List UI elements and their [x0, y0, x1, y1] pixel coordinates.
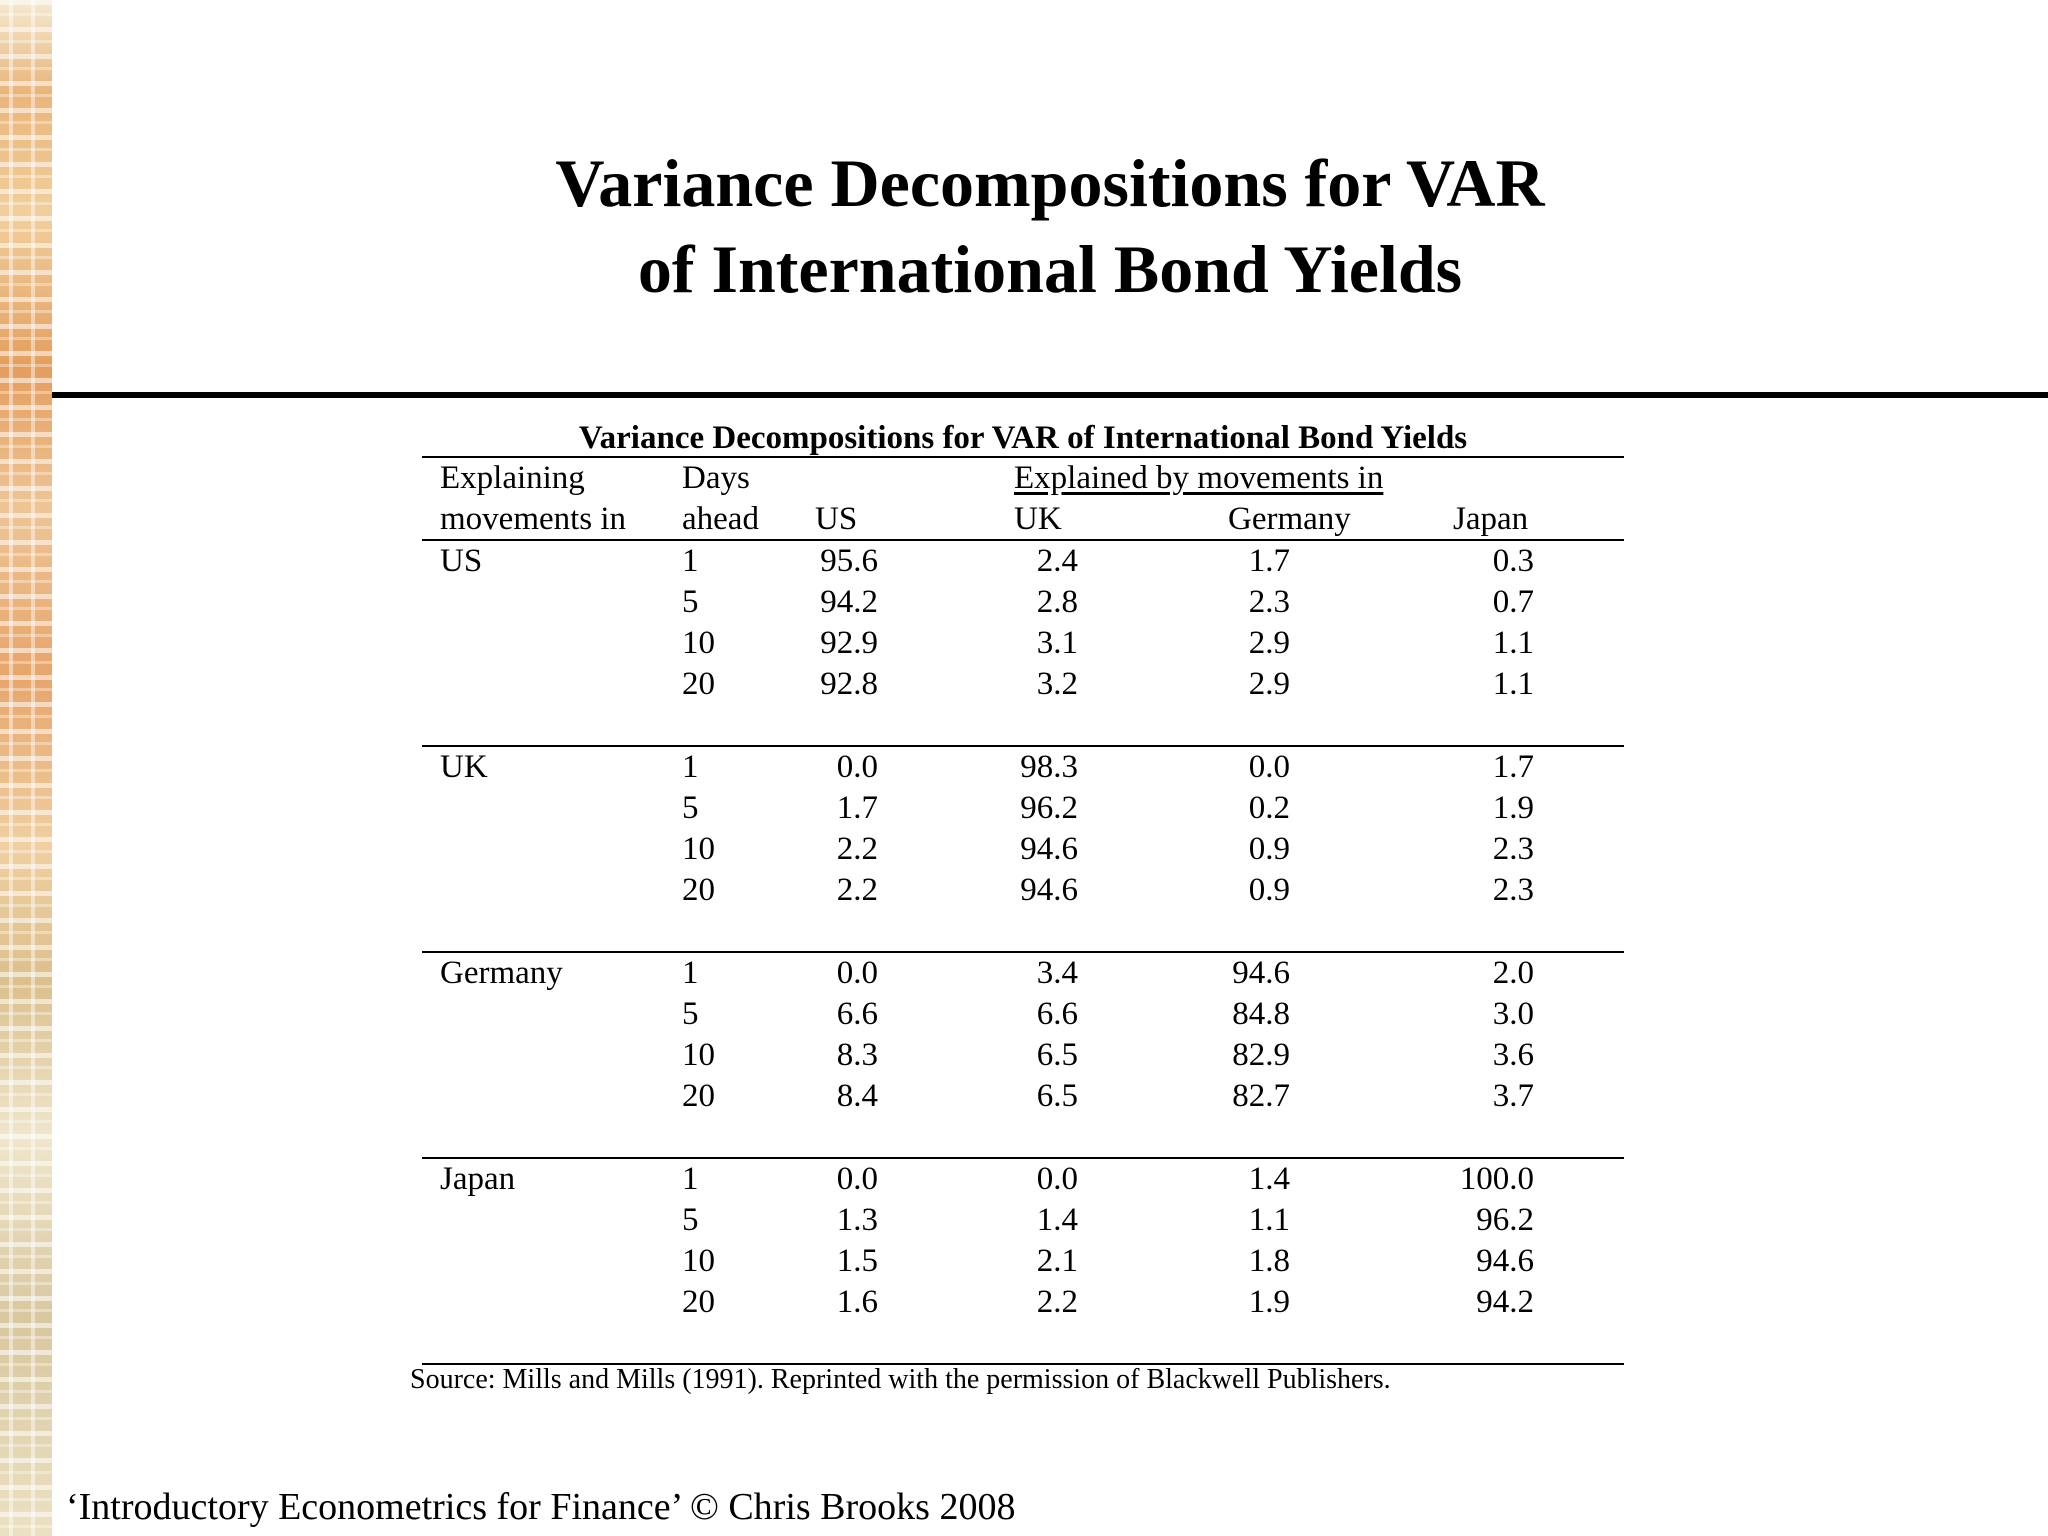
cell-days: 5: [682, 584, 699, 620]
header-days-line-2: ahead: [682, 501, 759, 537]
cell-uk: 3.4: [1036, 955, 1078, 991]
cell-germany: 2.9: [1248, 666, 1290, 702]
footer-copyright: ‘Introductory Econometrics for Finance’ © Chris Brooks 2008: [66, 1486, 1016, 1528]
cell-days: 20: [682, 666, 715, 702]
cell-us: 6.6: [836, 996, 878, 1032]
cell-japan: 96.2: [1476, 1202, 1534, 1238]
cell-uk: 2.4: [1036, 543, 1078, 579]
cell-japan: 2.3: [1492, 831, 1534, 867]
cell-germany: 0.9: [1248, 872, 1290, 908]
cell-germany: 1.9: [1248, 1284, 1290, 1320]
cell-japan: 0.7: [1492, 584, 1534, 620]
cell-us: 8.4: [836, 1078, 878, 1114]
header-days-line-1: Days: [682, 460, 750, 496]
cell-days: 10: [682, 625, 715, 661]
cell-days: 10: [682, 1243, 715, 1279]
cell-germany: 2.9: [1248, 625, 1290, 661]
cell-uk: 0.0: [1036, 1161, 1078, 1197]
cell-uk: 96.2: [1020, 790, 1078, 826]
cell-days: 10: [682, 1037, 715, 1073]
cell-days: 1: [682, 955, 699, 991]
cell-uk: 3.1: [1036, 625, 1078, 661]
group-label: Germany: [440, 955, 563, 991]
cell-japan: 0.3: [1492, 543, 1534, 579]
cell-germany: 1.7: [1248, 543, 1290, 579]
cell-uk: 6.5: [1036, 1078, 1078, 1114]
cell-japan: 1.9: [1492, 790, 1534, 826]
cell-uk: 2.8: [1036, 584, 1078, 620]
cell-us: 1.3: [836, 1202, 878, 1238]
header-germany: Germany: [1228, 501, 1351, 537]
cell-germany: 0.9: [1248, 831, 1290, 867]
group-label: UK: [440, 749, 488, 785]
cell-germany: 1.1: [1248, 1202, 1290, 1238]
cell-germany: 1.4: [1248, 1161, 1290, 1197]
cell-uk: 94.6: [1020, 872, 1078, 908]
cell-days: 1: [682, 543, 699, 579]
header-rule: [422, 539, 1624, 541]
slide-title: [52, 140, 2048, 312]
table-source-note: Source: Mills and Mills (1991). Reprinted with the permission of Blackwell Publishers.: [410, 1364, 1391, 1395]
cell-us: 0.0: [836, 749, 878, 785]
cell-us: 0.0: [836, 955, 878, 991]
table-caption: Variance Decompositions for VAR of International Bond Yields: [578, 420, 1468, 456]
header-explaining-line-1: Explaining: [440, 460, 585, 496]
cell-days: 1: [682, 749, 699, 785]
cell-us: 0.0: [836, 1161, 878, 1197]
cell-germany: 82.7: [1232, 1078, 1290, 1114]
cell-japan: 2.0: [1492, 955, 1534, 991]
header-explained-by: Explained by movements in: [1014, 460, 1384, 496]
slide-title-line-2: of International Bond Yields: [637, 231, 1463, 307]
cell-uk: 3.2: [1036, 666, 1078, 702]
cell-us: 8.3: [836, 1037, 878, 1073]
decorative-side-strip: [0, 0, 52, 1536]
cell-germany: 2.3: [1248, 584, 1290, 620]
group-separator: [422, 951, 1624, 953]
cell-japan: 94.6: [1476, 1243, 1534, 1279]
cell-japan: 3.6: [1492, 1037, 1534, 1073]
header-uk: UK: [1014, 501, 1062, 537]
cell-us: 92.9: [820, 625, 878, 661]
group-separator: [422, 1157, 1624, 1159]
cell-us: 1.6: [836, 1284, 878, 1320]
header-japan: Japan: [1453, 501, 1529, 537]
cell-uk: 1.4: [1036, 1202, 1078, 1238]
cell-us: 2.2: [836, 872, 878, 908]
cell-japan: 1.1: [1492, 625, 1534, 661]
header-us: US: [815, 501, 858, 537]
cell-us: 1.7: [836, 790, 878, 826]
cell-days: 20: [682, 1284, 715, 1320]
slide-title-line-1: Variance Decompositions for VAR: [555, 145, 1545, 221]
cell-days: 5: [682, 996, 699, 1032]
cell-japan: 3.7: [1492, 1078, 1534, 1114]
cell-uk: 94.6: [1020, 831, 1078, 867]
cell-us: 2.2: [836, 831, 878, 867]
cell-uk: 2.1: [1036, 1243, 1078, 1279]
cell-us: 94.2: [820, 584, 878, 620]
cell-us: 95.6: [820, 543, 878, 579]
cell-japan: 2.3: [1492, 872, 1534, 908]
cell-days: 20: [682, 872, 715, 908]
cell-germany: 1.8: [1248, 1243, 1290, 1279]
cell-days: 1: [682, 1161, 699, 1197]
cell-japan: 94.2: [1476, 1284, 1534, 1320]
group-label: US: [440, 543, 483, 579]
cell-uk: 2.2: [1036, 1284, 1078, 1320]
cell-days: 10: [682, 831, 715, 867]
cell-japan: 1.1: [1492, 666, 1534, 702]
cell-germany: 82.9: [1232, 1037, 1290, 1073]
cell-uk: 98.3: [1020, 749, 1078, 785]
cell-germany: 84.8: [1232, 996, 1290, 1032]
cell-days: 5: [682, 1202, 699, 1238]
cell-japan: 100.0: [1459, 1161, 1534, 1197]
cell-uk: 6.6: [1036, 996, 1078, 1032]
cell-us: 92.8: [820, 666, 878, 702]
cell-days: 20: [682, 1078, 715, 1114]
cell-germany: 0.2: [1248, 790, 1290, 826]
cell-japan: 1.7: [1492, 749, 1534, 785]
cell-us: 1.5: [836, 1243, 878, 1279]
cell-days: 5: [682, 790, 699, 826]
cell-germany: 0.0: [1248, 749, 1290, 785]
header-explaining-line-2: movements in: [440, 501, 627, 537]
cell-germany: 94.6: [1232, 955, 1290, 991]
cell-japan: 3.0: [1492, 996, 1534, 1032]
group-label: Japan: [440, 1161, 516, 1197]
title-divider: [52, 392, 2048, 398]
cell-uk: 6.5: [1036, 1037, 1078, 1073]
